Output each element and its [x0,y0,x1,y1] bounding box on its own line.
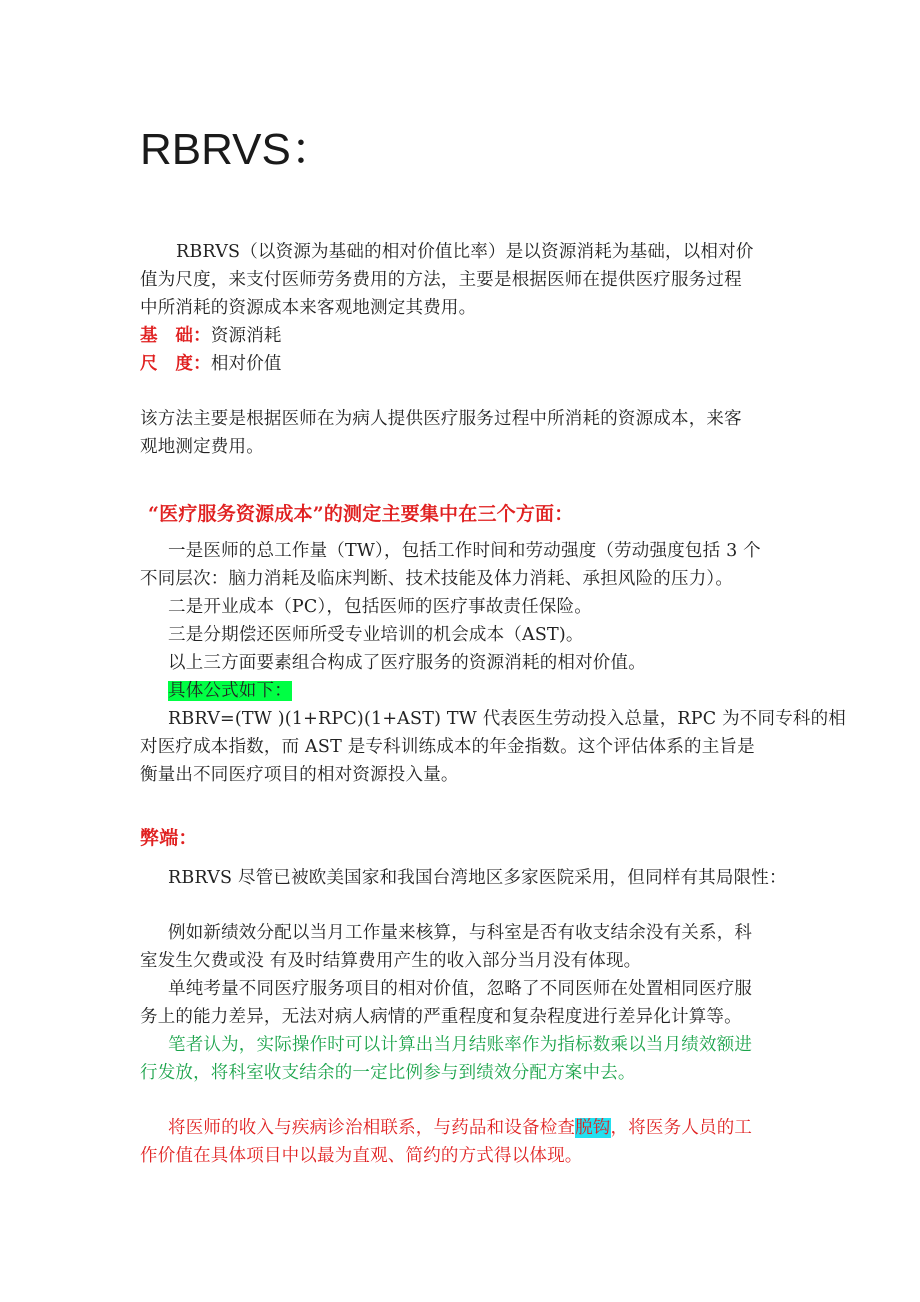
basis-row [140,322,282,350]
formula-line-2: 对医疗成本指数，而 AST 是专科训练成本的年金指数。这个评估体系的主旨是 [140,737,755,757]
scale-value: 相对价值 [210,354,282,374]
page-title: RBRVS： [140,125,335,174]
example-line-4: 务上的能力差异，无法对病人病情的严重程度和复杂程度进行差异化计算等。 [140,1007,742,1027]
author-line-2: 行发放，将科室收支结余的一定比例参与到绩效分配方案中去。 [140,1063,636,1083]
cost-line-4: 三是分期偿还医师所受专业培训的机会成本（AST)。 [168,625,584,645]
method-line-2: 观地测定费用。 [140,437,264,457]
cost-heading: “医疗服务资源成本”的测定主要集中在三个方面： [148,503,574,525]
formula-line-1: RBRV=(TW )(1+RPC)(1+AST) TW 代表医生劳动投入总量，RPC 为不同专科的相 [168,709,846,729]
cost-line-2: 不同层次：脑力消耗及临床判断、技术技能及体力消耗、承担风险的压力）。 [140,569,734,589]
example-line-1: 例如新绩效分配以当月工作量来核算，与科室是否有收支结余没有关系，科 [168,923,753,943]
final-line-2: 作价值在具体项目中以最为直观、简约的方式得以体现。 [140,1146,583,1166]
intro-line-1: RBRVS（以资源为基础的相对价值比率）是以资源消耗为基础，以相对价 [176,242,754,262]
method-line-1: 该方法主要是根据医师在为病人提供医疗服务过程中所消耗的资源成本，来客 [140,409,742,429]
drawbacks-intro: RBRVS 尽管已被欧美国家和我国台湾地区多家医院采用，但同样有其局限性： [168,868,787,888]
scale-row [140,350,282,378]
final-line-1-after: ，将医务人员的工 [610,1118,753,1138]
intro-line-2: 值为尺度，来支付医师劳务费用的方法，主要是根据医师在提供医疗服务过程 [140,270,742,290]
drawbacks-heading: 弊端： [140,827,198,849]
author-line-1: 笔者认为，实际操作时可以计算出当月结账率作为指标数乘以当月绩效额进 [168,1035,753,1055]
final-line-1-before: 将医师的收入与疾病诊治相联系，与药品和设备检查 [168,1118,576,1138]
cost-line-5: 以上三方面要素组合构成了医疗服务的资源消耗的相对价值。 [168,653,646,673]
formula-intro-row [168,677,292,705]
basis-value: 资源消耗 [210,326,282,346]
basis-label: 基 础： [140,326,211,346]
cost-line-1: 一是医师的总工作量（TW），包括工作时间和劳动强度（劳动强度包括 3 个 [168,541,761,561]
cost-line-3: 二是开业成本（PC），包括医师的医疗事故责任保险。 [168,597,592,617]
final-line-1 [168,1114,752,1142]
intro-line-3: 中所消耗的资源成本来客观地测定其费用。 [140,298,477,318]
example-line-2: 室发生欠费或没 有及时结算费用产生的收入部分当月没有体现。 [140,951,642,971]
formula-line-3: 衡量出不同医疗项目的相对资源投入量。 [140,765,459,785]
final-line-1-highlight: 脱钩 [575,1118,611,1138]
formula-intro: 具体公式如下： [168,681,292,701]
scale-label: 尺 度： [140,354,211,374]
example-line-3: 单纯考量不同医疗服务项目的相对价值，忽略了不同医师在处置相同医疗服 [168,979,753,999]
